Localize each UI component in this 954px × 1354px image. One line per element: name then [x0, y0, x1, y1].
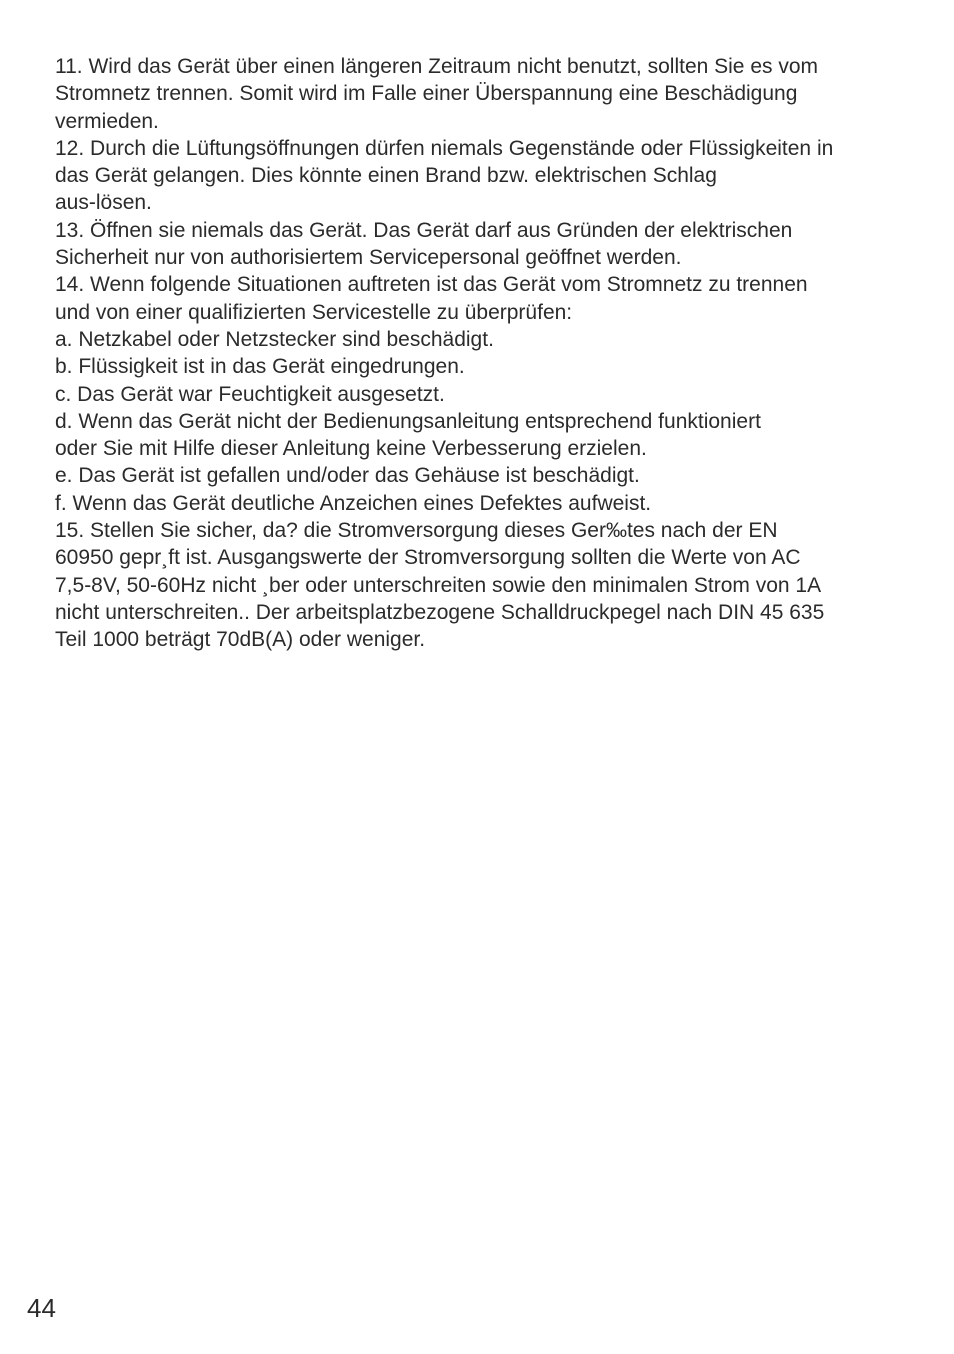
- text-line: aus-lösen.: [55, 191, 152, 215]
- text-line: d. Wenn das Gerät nicht der Bedienungsanleitung entsprechend funktioniert: [55, 409, 761, 433]
- text-line: oder Sie mit Hilfe dieser Anleitung keine Verbesserung erzielen.: [55, 437, 647, 461]
- text-line: vermieden.: [55, 109, 159, 133]
- text-line: 12. Durch die Lüftungsöffnungen dürfen niemals Gegenstände oder Flüssigkeiten in: [55, 136, 834, 160]
- text-line: 15. Stellen Sie sicher, da? die Stromversorgung dieses Ger‰tes nach der EN: [55, 519, 778, 543]
- text-line: e. Das Gerät ist gefallen und/oder das Gehäuse ist beschädigt.: [55, 464, 640, 488]
- text-line: Stromnetz trennen. Somit wird im Falle einer Überspannung eine Beschädigung: [55, 82, 798, 106]
- text-line: 7,5-8V, 50-60Hz nicht ¸ber oder unterschreiten sowie den minimalen Strom von 1A: [55, 573, 822, 597]
- document-body: [55, 53, 915, 654]
- text-line: 14. Wenn folgende Situationen auftreten ist das Gerät vom Stromnetz zu trennen: [55, 273, 808, 297]
- text-line: das Gerät gelangen. Dies könnte einen Brand bzw. elektrischen Schlag: [55, 164, 717, 188]
- text-line: nicht unterschreiten.. Der arbeitsplatzbezogene Schalldruckpegel nach DIN 45 635: [55, 600, 825, 624]
- text-line: 13. Öffnen sie niemals das Gerät. Das Gerät darf aus Gründen der elektrischen: [55, 218, 793, 242]
- text-line: Teil 1000 beträgt 70dB(A) oder weniger.: [55, 628, 426, 652]
- text-line: Sicherheit nur von authorisiertem Servicepersonal geöffnet werden.: [55, 246, 682, 270]
- text-line: c. Das Gerät war Feuchtigkeit ausgesetzt.: [55, 382, 445, 406]
- text-line: 60950 gepr¸ft ist. Ausgangswerte der Stromversorgung sollten die Werte von AC: [55, 546, 801, 570]
- text-line: b. Flüssigkeit ist in das Gerät eingedrungen.: [55, 355, 465, 379]
- text-line: 11. Wird das Gerät über einen längeren Zeitraum nicht benutzt, sollten Sie es vom: [55, 55, 819, 78]
- text-line: f. Wenn das Gerät deutliche Anzeichen eines Defektes aufweist.: [55, 491, 652, 515]
- text-line: a. Netzkabel oder Netzstecker sind beschädigt.: [55, 327, 494, 351]
- text-line: und von einer qualifizierten Servicestelle zu überprüfen:: [55, 300, 573, 324]
- page-number: 44: [27, 1293, 56, 1323]
